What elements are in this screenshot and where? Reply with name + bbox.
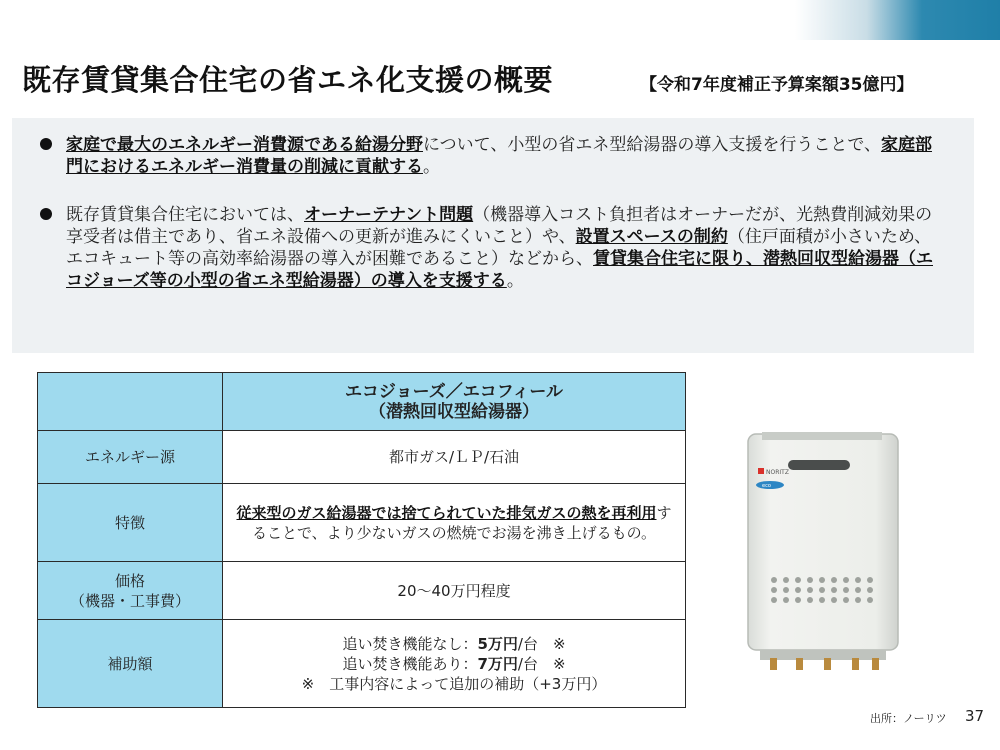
- row-value-price: 20～40万円程度: [223, 562, 686, 620]
- vent-hole: [819, 587, 825, 593]
- pipe: [824, 658, 831, 670]
- page-title: 既存賃貸集合住宅の省エネ化支援の概要: [22, 63, 554, 97]
- vent-hole: [807, 587, 813, 593]
- vent-hole: [867, 597, 873, 603]
- vent-hole: [831, 577, 837, 583]
- table-row: [38, 620, 686, 708]
- table-header-cell: エコジョーズ／エコフィール （潜熱回収型給湯器）: [223, 373, 686, 431]
- pipe: [872, 658, 879, 670]
- vent-hole: [783, 587, 789, 593]
- vent-hole: [819, 577, 825, 583]
- vent-hole: [783, 577, 789, 583]
- vent-hole: [795, 597, 801, 603]
- bullet-dot-icon: [40, 208, 52, 220]
- summary-bullet-1-text: 家庭で最大のエネルギー消費源である給湯分野について、小型の省エネ型給湯器の導入支援を行うことで、家庭部門におけるエネルギー消費量の削減に貢献する。: [66, 135, 932, 177]
- vent-hole: [843, 597, 849, 603]
- row-label-energy: エネルギー源: [38, 431, 223, 484]
- vent-hole: [795, 577, 801, 583]
- summary-box: [12, 118, 974, 353]
- row-label-feature: 特徴: [38, 484, 223, 562]
- table-corner-cell: [38, 373, 223, 431]
- vent-hole: [855, 587, 861, 593]
- heater-eco-badge-text: eco: [762, 483, 771, 489]
- header-accent-bar: [795, 0, 1000, 40]
- table-row: [38, 484, 686, 562]
- vent-hole: [867, 577, 873, 583]
- row-value-feature: 従来型のガス給湯器では捨てられていた排気ガスの熱を再利用することで、より少ないガスの燃焼でお湯を沸き上げるもの。: [223, 484, 686, 562]
- row-value-subsidy: 追い焚き機能なし：5万円/台 ※ 追い焚き機能あり：7万円/台 ※ ※ 工事内容によって追加の補助（+3万円）: [223, 620, 686, 708]
- heater-logo-mark: [758, 468, 764, 474]
- vent-hole: [867, 587, 873, 593]
- heater-vent-grille: [771, 577, 873, 603]
- spec-table: [37, 372, 686, 708]
- water-heater-image: [744, 432, 902, 672]
- heater-top-bracket: [762, 432, 882, 440]
- vent-hole: [771, 587, 777, 593]
- table-row: [38, 431, 686, 484]
- pipe: [770, 658, 777, 670]
- row-label-price: 価格 （機器・工事費）: [38, 562, 223, 620]
- page-number: 37: [965, 707, 985, 725]
- vent-hole: [783, 597, 789, 603]
- row-value-energy: 都市ガス/ＬＰ/石油: [223, 431, 686, 484]
- row-label-subsidy: 補助額: [38, 620, 223, 708]
- pipe: [852, 658, 859, 670]
- heater-brand-text: NORITZ: [766, 469, 789, 476]
- pipe: [796, 658, 803, 670]
- bullet-dot-icon: [40, 138, 52, 150]
- summary-bullet-2-text: 既存賃貸集合住宅においては、オーナーテナント問題（機器導入コスト負担者はオーナーだが、光熱費削減効果の享受者は借主であり、省エネ設備への更新が進みにくいこと）や、設置スペースの制約（住戸面積が小さいため、エコキュート等の高効率給湯器の導入が困難であること）などから、賃貸集合住宅に限り、潜熱回収型給湯器（エコジョーズ等の小型の省エネ型給湯器）の導入を支援する。: [66, 205, 933, 291]
- vent-hole: [843, 587, 849, 593]
- vent-hole: [771, 597, 777, 603]
- vent-hole: [807, 597, 813, 603]
- budget-note: 【令和7年度補正予算案額35億円】: [640, 75, 914, 95]
- table-header-row: [38, 373, 686, 431]
- vent-hole: [807, 577, 813, 583]
- vent-hole: [855, 597, 861, 603]
- vent-hole: [831, 587, 837, 593]
- vent-hole: [843, 577, 849, 583]
- vent-hole: [795, 587, 801, 593]
- image-source-note: 出所：ノーリツ: [870, 712, 947, 725]
- heater-exhaust-slot: [788, 460, 850, 470]
- vent-hole: [771, 577, 777, 583]
- vent-hole: [819, 597, 825, 603]
- vent-hole: [831, 597, 837, 603]
- heater-pipe-cover: [760, 650, 886, 660]
- vent-hole: [855, 577, 861, 583]
- table-row: [38, 562, 686, 620]
